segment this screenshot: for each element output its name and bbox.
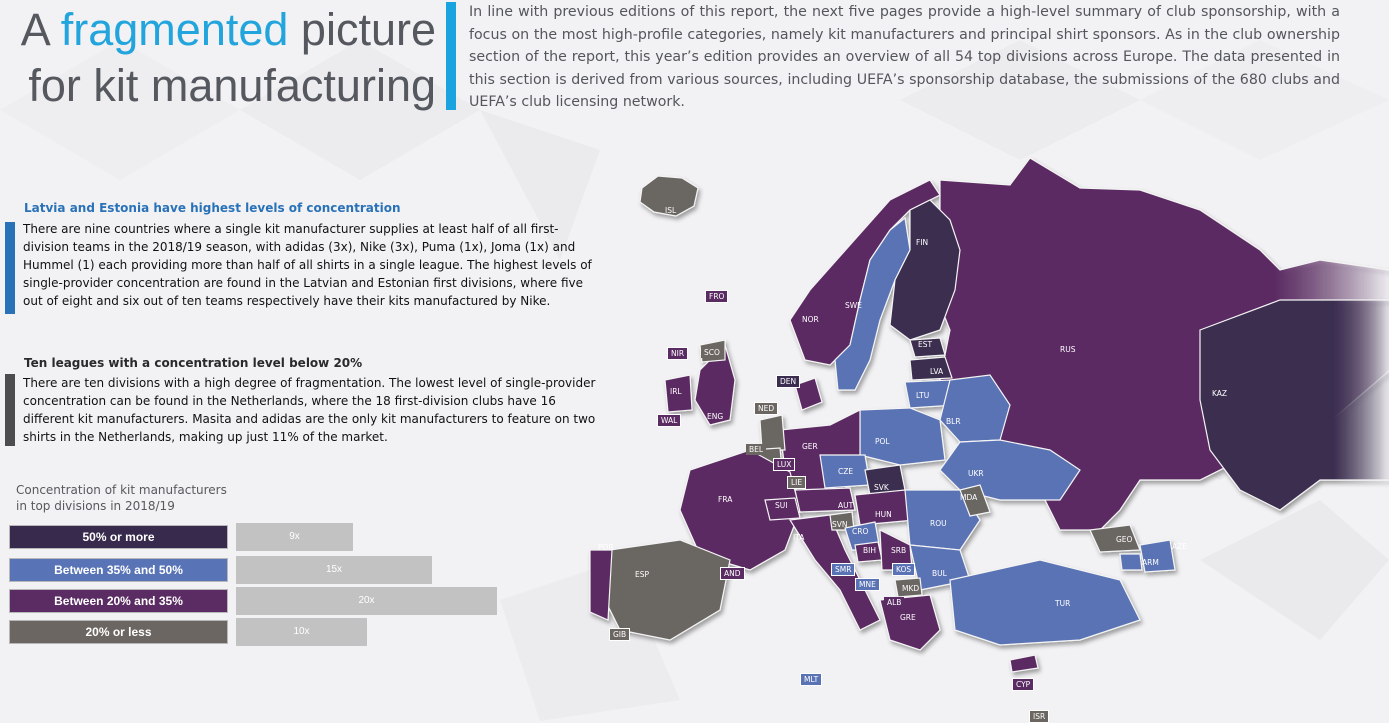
map-label-tur: TUR <box>1055 599 1071 608</box>
section-bar-blue <box>5 222 15 314</box>
legend-label: 20% or less <box>9 620 228 644</box>
legend-label: 50% or more <box>9 525 228 549</box>
map-tag-mne: MNE <box>855 578 880 591</box>
country-pol <box>860 408 945 465</box>
legend-bar: 10x <box>236 618 367 646</box>
map-label-irl: IRL <box>670 387 682 396</box>
map-label-fra: FRA <box>718 495 733 504</box>
map-label-fin: FIN <box>916 238 929 247</box>
map-label-cro: CRO <box>852 527 869 536</box>
legend-title <box>16 482 276 514</box>
map-tag-gib: GIB <box>609 628 630 641</box>
map-label-srb: SRB <box>891 546 907 555</box>
map-label-mkd: MKD <box>902 584 920 593</box>
map-label-aut: AUT <box>838 501 854 510</box>
map-tag-isr: ISR <box>1029 710 1049 723</box>
country-arm <box>1120 554 1142 570</box>
country-cyp <box>1010 655 1038 672</box>
map-tag-sco: SCO <box>701 347 723 358</box>
map-label-ltu: LTU <box>916 391 930 400</box>
page-title-line1 <box>18 2 436 58</box>
section-heading: Latvia and Estonia have highest levels of concentration <box>24 201 401 215</box>
map-tag-smr: SMR <box>831 563 855 576</box>
map-tag-bel: BEL <box>746 444 766 455</box>
map-label-est: EST <box>918 340 933 349</box>
section-bar-gray <box>5 374 15 446</box>
map-label-geo: GEO <box>1116 535 1133 544</box>
legend-title-line1: Concentration of kit manufacturers <box>16 483 227 497</box>
map-label-bih: BIH <box>863 546 876 555</box>
map-tag-ned: NED <box>754 402 778 415</box>
country-kaz <box>1200 300 1389 510</box>
title-accent-bar <box>446 2 456 110</box>
country-por <box>590 550 612 620</box>
intro-paragraph: In line with previous editions of this report, the next five pages provide a high-level summary of club sponsorship, with a focus on the most high-profile categories, namely kit manufacturers and principal shirt sponsors. As in the club ownership section of the report, this year’s edition provides an overview of all 54 top divisions across Europe. The data presented in this section is derived from various sources, including UEFA’s sponsorship database, the submissions of the 680 clubs and UEFA’s club licensing network. <box>469 4 1340 110</box>
map-label-lva: LVA <box>930 367 944 376</box>
map-label-ukr: UKR <box>968 469 984 478</box>
page-title-line2: for kit manufacturing <box>28 60 436 111</box>
map-tag-fro: FRO <box>705 290 728 303</box>
map-label-blr: BLR <box>946 417 961 426</box>
map-label-swe: SWE <box>845 301 862 310</box>
map-label-svk: SVK <box>874 483 889 492</box>
map-label-esp: ESP <box>635 570 650 579</box>
section-concentration-high <box>5 200 605 320</box>
map-label-nor: NOR <box>802 315 819 324</box>
map-label-sui: SUI <box>775 501 788 510</box>
map-label-svn: SVN <box>832 520 848 529</box>
map-tag-lux: LUX <box>773 458 795 471</box>
map-label-pol: POL <box>875 437 890 446</box>
map-label-rou: ROU <box>930 519 947 528</box>
europe-map <box>560 150 1389 721</box>
map-label-arm: ARM <box>1142 558 1159 567</box>
section-body: There are ten divisions with a high degree of fragmentation. The lowest level of single-provider concentration can be found in the Netherlands, where the 18 first-division clubs have 16 different kit manufacturers. Masita and adidas are the only kit manufacturers to feature on two shirts in the Netherlands, making up just 11% of the market. <box>23 376 596 444</box>
map-label-eng: ENG <box>707 412 724 421</box>
section-body: There are nine countries where a single kit manufacturer supplies at least half of all first-division teams in the 2018/19 season, with adidas (3x), Nike (3x), Puma (1x), Joma (1x) and Hummel (1) each providing more than half of all shirts in a single league. The highest levels of single-provider concentration are found in the Latvian and Estonian first divisions, where five out of eight and six out of ten teams respectively have their kits manufactured by Nike. <box>23 222 592 308</box>
title-accent: fragmented <box>60 4 289 55</box>
map-tag-den: DEN <box>776 375 800 388</box>
country-esp <box>600 540 730 640</box>
country-aze <box>1140 540 1175 572</box>
legend-title-line2: in top divisions in 2018/19 <box>16 499 175 513</box>
map-label-aze: AZE <box>1172 542 1188 551</box>
map-tag-wal: WAL <box>657 414 681 427</box>
country-geo <box>1090 525 1140 552</box>
map-label-cze: CZE <box>838 467 854 476</box>
title-prefix: A <box>20 4 49 55</box>
map-label-ita: ITA <box>793 533 805 542</box>
map-label-ger: GER <box>802 442 818 451</box>
map-tag-and: AND <box>720 567 745 580</box>
map-tag-nir: NIR <box>667 347 688 360</box>
legend-label: Between 35% and 50% <box>9 558 228 582</box>
map-tag-alb: ALB <box>884 597 904 608</box>
legend-bar: 15x <box>236 556 432 584</box>
legend-bar: 20x <box>236 587 497 615</box>
section-concentration-low <box>5 354 605 454</box>
map-label-bul: BUL <box>932 569 947 578</box>
map-tag-cyp: CYP <box>1012 678 1034 691</box>
country-tur <box>950 560 1140 645</box>
map-label-mda: MDA <box>960 493 978 502</box>
map-label-por: POR <box>598 543 614 552</box>
map-label-hun: HUN <box>875 510 892 519</box>
title-suffix: picture <box>300 4 436 55</box>
map-label-kaz: KAZ <box>1212 389 1228 398</box>
map-label-gre: GRE <box>900 613 916 622</box>
map-label-isl: ISL <box>665 206 677 215</box>
map-tag-mlt: MLT <box>800 673 822 686</box>
map-tag-lie: LIE <box>787 476 806 489</box>
legend-label: Between 20% and 35% <box>9 589 228 613</box>
map-label-rus: RUS <box>1060 345 1076 354</box>
page-title <box>18 2 436 114</box>
legend-bar: 9x <box>236 523 353 551</box>
map-tag-kos: KOS <box>892 563 915 576</box>
section-heading: Ten leagues with a concentration level below 20% <box>24 356 363 370</box>
